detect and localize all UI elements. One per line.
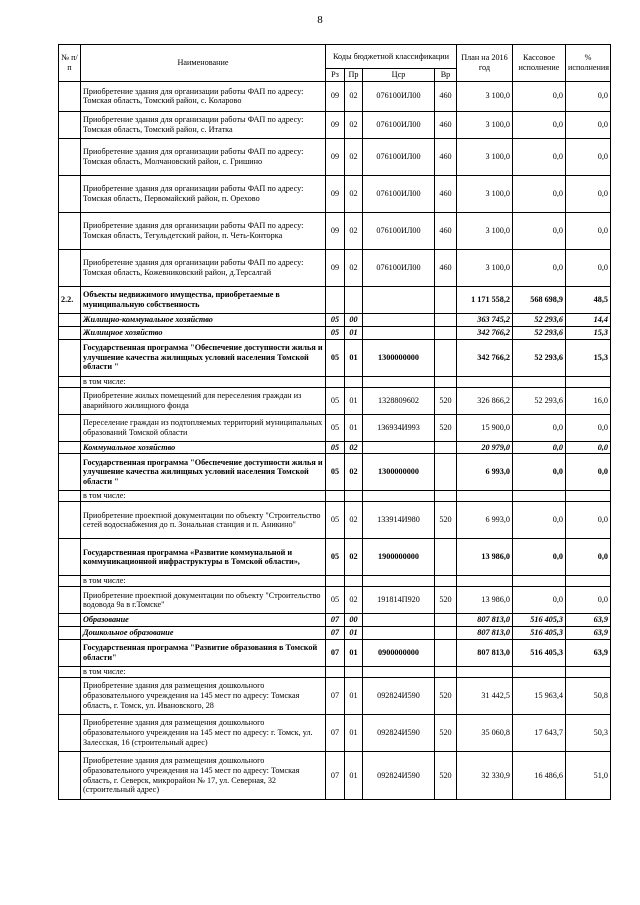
cell-num (59, 454, 81, 491)
cell-pr: 02 (345, 111, 363, 138)
cell-name: Объекты недвижимого имущества, приобретаемые в муниципальную собственность (81, 286, 326, 313)
cell-cash: 0,0 (513, 212, 566, 249)
table-row (59, 212, 611, 249)
cell-rz: 07 (326, 752, 345, 800)
cell-plan: 1 171 558,2 (457, 286, 513, 313)
cell-rz (326, 491, 345, 502)
cell-rz: 05 (326, 454, 345, 491)
cell-rz (326, 376, 345, 387)
cell-num (59, 111, 81, 138)
cell-pr: 02 (345, 441, 363, 454)
cell-cash: 16 486,6 (513, 752, 566, 800)
cell-num (59, 587, 81, 614)
cell-pct: 15,3 (566, 339, 611, 376)
cell-pr: 01 (345, 627, 363, 640)
cell-pr: 00 (345, 313, 363, 326)
cell-cash: 0,0 (513, 111, 566, 138)
cell-rz (326, 576, 345, 587)
cell-cash: 516 405,3 (513, 627, 566, 640)
col-cash-header: Кассовое исполнение (513, 45, 566, 82)
cell-pct: 63,9 (566, 627, 611, 640)
cell-csr (363, 376, 435, 387)
cell-pr (345, 286, 363, 313)
cell-vr: 520 (435, 715, 457, 752)
cell-plan (457, 667, 513, 678)
table-row (59, 576, 611, 587)
cell-plan: 326 866,2 (457, 387, 513, 414)
cell-csr: 1900000000 (363, 539, 435, 576)
cell-cash: 17 643,7 (513, 715, 566, 752)
cell-pct: 0,0 (566, 414, 611, 441)
cell-name: Приобретение здания для организации работы ФАП по адресу: Томская область, Томский район, с. Итатка (81, 111, 326, 138)
cell-pct: 0,0 (566, 587, 611, 614)
col-csr-header: Цср (363, 69, 435, 82)
cell-name: в том числе: (81, 667, 326, 678)
cell-cash: 0,0 (513, 441, 566, 454)
table-row (59, 111, 611, 138)
cell-csr: 191814П920 (363, 587, 435, 614)
cell-vr (435, 454, 457, 491)
table-row (59, 376, 611, 387)
cell-rz: 05 (326, 339, 345, 376)
budget-table (58, 44, 611, 800)
cell-rz: 05 (326, 539, 345, 576)
cell-num (59, 212, 81, 249)
cell-pct: 0,0 (566, 539, 611, 576)
cell-vr (435, 313, 457, 326)
cell-pct: 48,5 (566, 286, 611, 313)
cell-cash (513, 491, 566, 502)
cell-name: Коммунальное хозяйство (81, 441, 326, 454)
cell-csr: 076100ИЛ00 (363, 212, 435, 249)
cell-name: в том числе: (81, 576, 326, 587)
table-row (59, 313, 611, 326)
cell-cash: 0,0 (513, 539, 566, 576)
cell-csr: 0900000000 (363, 640, 435, 667)
cell-pr (345, 376, 363, 387)
cell-vr: 460 (435, 138, 457, 175)
cell-name: Государственная программа "Обеспечение доступности жилья и улучшение качества жилищных условий населения Томской области " (81, 454, 326, 491)
cell-csr (363, 286, 435, 313)
cell-rz: 05 (326, 326, 345, 339)
table-row (59, 491, 611, 502)
cell-name: Государственная программа "Обеспечение доступности жилья и улучшение качества жилищных условий населения Томской области " (81, 339, 326, 376)
cell-pct: 0,0 (566, 454, 611, 491)
cell-num (59, 387, 81, 414)
cell-rz: 07 (326, 627, 345, 640)
cell-csr (363, 614, 435, 627)
cell-num (59, 502, 81, 539)
cell-name: Жилищное хозяйство (81, 326, 326, 339)
cell-rz: 07 (326, 640, 345, 667)
cell-rz: 09 (326, 175, 345, 212)
cell-vr (435, 539, 457, 576)
cell-pr: 02 (345, 212, 363, 249)
cell-cash: 568 698,9 (513, 286, 566, 313)
cell-plan: 3 100,0 (457, 212, 513, 249)
page-number: 8 (317, 14, 323, 26)
cell-vr: 460 (435, 249, 457, 286)
cell-plan: 807 813,0 (457, 640, 513, 667)
cell-name: Приобретение жилых помещений для переселения граждан из аварийного жилищного фонда (81, 387, 326, 414)
cell-rz: 05 (326, 313, 345, 326)
cell-cash: 0,0 (513, 81, 566, 111)
table-row (59, 249, 611, 286)
cell-csr (363, 667, 435, 678)
cell-rz: 05 (326, 502, 345, 539)
cell-vr: 460 (435, 81, 457, 111)
cell-csr: 092824И590 (363, 678, 435, 715)
cell-rz: 05 (326, 441, 345, 454)
cell-vr: 520 (435, 587, 457, 614)
cell-rz: 05 (326, 587, 345, 614)
table-row (59, 326, 611, 339)
cell-pr: 01 (345, 414, 363, 441)
col-plan-header: План на 2016 год (457, 45, 513, 82)
cell-name: в том числе: (81, 376, 326, 387)
cell-vr: 520 (435, 387, 457, 414)
cell-vr: 460 (435, 175, 457, 212)
cell-cash: 0,0 (513, 175, 566, 212)
cell-pr: 01 (345, 339, 363, 376)
cell-plan: 13 986,0 (457, 587, 513, 614)
col-vr-header: Вр (435, 69, 457, 82)
cell-cash: 0,0 (513, 502, 566, 539)
cell-num (59, 81, 81, 111)
cell-pr: 02 (345, 454, 363, 491)
cell-plan (457, 576, 513, 587)
cell-cash: 0,0 (513, 454, 566, 491)
cell-name: Приобретение здания для организации работы ФАП по адресу: Томская область, Первомайский район, п. Орехово (81, 175, 326, 212)
col-num-header: № п/п (59, 45, 81, 82)
cell-pct: 50,3 (566, 715, 611, 752)
col-pct-header: % исполнения (566, 45, 611, 82)
cell-rz: 09 (326, 249, 345, 286)
cell-vr (435, 576, 457, 587)
table-row (59, 81, 611, 111)
cell-pr: 00 (345, 614, 363, 627)
cell-vr: 520 (435, 752, 457, 800)
cell-cash: 0,0 (513, 249, 566, 286)
table-row (59, 441, 611, 454)
cell-name: Дошкольное образование (81, 627, 326, 640)
cell-vr: 520 (435, 678, 457, 715)
cell-name: Приобретение проектной документации по объекту "Строительство водовода 9а в г.Томске" (81, 587, 326, 614)
table-row (59, 138, 611, 175)
table-row (59, 414, 611, 441)
cell-pr: 01 (345, 752, 363, 800)
cell-plan: 35 060,8 (457, 715, 513, 752)
cell-pct: 14,4 (566, 313, 611, 326)
cell-pr: 01 (345, 326, 363, 339)
cell-pr: 01 (345, 715, 363, 752)
cell-plan (457, 491, 513, 502)
cell-rz: 09 (326, 111, 345, 138)
cell-pr: 02 (345, 249, 363, 286)
cell-plan: 20 979,0 (457, 441, 513, 454)
cell-plan: 363 745,2 (457, 313, 513, 326)
cell-rz: 09 (326, 212, 345, 249)
cell-num (59, 175, 81, 212)
cell-name: Образование (81, 614, 326, 627)
cell-name: Приобретение здания для организации работы ФАП по адресу: Томская область, Молчановский район, с. Гришино (81, 138, 326, 175)
cell-vr (435, 326, 457, 339)
cell-plan: 807 813,0 (457, 627, 513, 640)
cell-name: Приобретение здания для размещения дошкольного образовательного учреждения на 145 мест по адресу: Томская область, г. Томск, ул. Ивановского, 28 (81, 678, 326, 715)
cell-name: в том числе: (81, 491, 326, 502)
cell-rz: 09 (326, 138, 345, 175)
cell-pct: 15,3 (566, 326, 611, 339)
cell-plan: 3 100,0 (457, 138, 513, 175)
cell-plan: 807 813,0 (457, 614, 513, 627)
cell-pct: 0,0 (566, 502, 611, 539)
cell-csr: 133914И980 (363, 502, 435, 539)
cell-num (59, 752, 81, 800)
table-row (59, 715, 611, 752)
cell-vr (435, 614, 457, 627)
cell-pct: 16,0 (566, 387, 611, 414)
cell-num (59, 667, 81, 678)
cell-num (59, 539, 81, 576)
table-row (59, 678, 611, 715)
cell-name: Приобретение здания для организации работы ФАП по адресу: Томская область, Томский район, с. Коларово (81, 81, 326, 111)
cell-cash: 52 293,6 (513, 387, 566, 414)
cell-name: Приобретение проектной документации по объекту "Строительство сетей водоснабжения до п. Зональная станция и п. Аникино" (81, 502, 326, 539)
table-row (59, 752, 611, 800)
cell-rz: 07 (326, 715, 345, 752)
cell-csr (363, 326, 435, 339)
cell-csr: 1300000000 (363, 339, 435, 376)
cell-csr: 092824И590 (363, 715, 435, 752)
cell-num (59, 414, 81, 441)
cell-vr (435, 376, 457, 387)
cell-name: Приобретение здания для организации работы ФАП по адресу: Томская область, Кожевниковский район, д.Терсалгай (81, 249, 326, 286)
cell-pct: 63,9 (566, 640, 611, 667)
cell-name: Жилищно-коммунальное хозяйство (81, 313, 326, 326)
cell-pct (566, 376, 611, 387)
table-row (59, 502, 611, 539)
cell-vr (435, 627, 457, 640)
cell-rz: 05 (326, 414, 345, 441)
cell-rz (326, 667, 345, 678)
table-body (59, 81, 611, 799)
cell-num (59, 627, 81, 640)
cell-name: Переселение граждан из подтопляемых территорий муниципальных образований Томской области (81, 414, 326, 441)
cell-rz: 09 (326, 81, 345, 111)
cell-num (59, 339, 81, 376)
cell-csr (363, 441, 435, 454)
cell-vr: 520 (435, 502, 457, 539)
cell-csr: 076100ИЛ00 (363, 138, 435, 175)
cell-vr (435, 286, 457, 313)
cell-plan: 13 986,0 (457, 539, 513, 576)
cell-pr (345, 491, 363, 502)
cell-pct: 0,0 (566, 81, 611, 111)
cell-pr: 01 (345, 678, 363, 715)
col-pr-header: Пр (345, 69, 363, 82)
cell-plan: 32 330,9 (457, 752, 513, 800)
cell-pct: 0,0 (566, 175, 611, 212)
cell-name: Государственная программа "Развитие образования в Томской области" (81, 640, 326, 667)
cell-rz: 07 (326, 614, 345, 627)
cell-csr (363, 491, 435, 502)
table-row (59, 539, 611, 576)
cell-plan: 3 100,0 (457, 175, 513, 212)
cell-cash: 0,0 (513, 414, 566, 441)
cell-plan: 31 442,5 (457, 678, 513, 715)
cell-num (59, 576, 81, 587)
cell-name: Приобретение здания для размещения дошкольного образовательного учреждения на 145 мест по адресу: г. Томск, ул. Залесская, 16 (строительный адрес) (81, 715, 326, 752)
cell-plan: 15 900,0 (457, 414, 513, 441)
cell-pr: 02 (345, 587, 363, 614)
table-row (59, 339, 611, 376)
cell-pct: 63,9 (566, 614, 611, 627)
table-row (59, 387, 611, 414)
cell-name: Приобретение здания для организации работы ФАП по адресу: Томская область, Тегульдетский район, п. Четь-Конторка (81, 212, 326, 249)
cell-plan: 3 100,0 (457, 249, 513, 286)
col-codes-header: Коды бюджетной классификации (326, 45, 457, 69)
cell-plan (457, 376, 513, 387)
cell-csr (363, 313, 435, 326)
cell-cash: 52 293,6 (513, 313, 566, 326)
cell-vr (435, 640, 457, 667)
table-row (59, 640, 611, 667)
cell-pr: 02 (345, 175, 363, 212)
cell-cash: 516 405,3 (513, 640, 566, 667)
cell-rz: 07 (326, 678, 345, 715)
cell-cash (513, 576, 566, 587)
cell-name: Приобретение здания для размещения дошкольного образовательного учреждения на 145 мест по адресу: Томская область, г. Северск, микрорайон № 17, ул. Северная, 32 (строительный адрес) (81, 752, 326, 800)
cell-cash: 52 293,6 (513, 339, 566, 376)
cell-pct: 0,0 (566, 111, 611, 138)
cell-num (59, 313, 81, 326)
cell-csr: 092824И590 (363, 752, 435, 800)
cell-num (59, 249, 81, 286)
cell-csr: 076100ИЛ00 (363, 81, 435, 111)
cell-num (59, 326, 81, 339)
cell-csr (363, 576, 435, 587)
cell-pct (566, 491, 611, 502)
cell-num: 2.2. (59, 286, 81, 313)
cell-cash: 52 293,6 (513, 326, 566, 339)
table-row (59, 454, 611, 491)
cell-pr (345, 576, 363, 587)
cell-num (59, 678, 81, 715)
cell-pct (566, 576, 611, 587)
cell-csr: 076100ИЛ00 (363, 175, 435, 212)
cell-cash (513, 376, 566, 387)
cell-plan: 6 993,0 (457, 454, 513, 491)
cell-num (59, 614, 81, 627)
cell-pr: 02 (345, 138, 363, 175)
cell-rz: 05 (326, 387, 345, 414)
cell-csr: 076100ИЛ00 (363, 111, 435, 138)
cell-num (59, 441, 81, 454)
cell-cash: 0,0 (513, 138, 566, 175)
cell-num (59, 376, 81, 387)
cell-csr: 076100ИЛ00 (363, 249, 435, 286)
cell-cash: 0,0 (513, 587, 566, 614)
table-row (59, 587, 611, 614)
cell-plan: 342 766,2 (457, 326, 513, 339)
cell-plan: 342 766,2 (457, 339, 513, 376)
cell-pr (345, 667, 363, 678)
cell-plan: 3 100,0 (457, 111, 513, 138)
cell-vr: 460 (435, 111, 457, 138)
cell-vr (435, 491, 457, 502)
cell-vr: 460 (435, 212, 457, 249)
cell-pct: 0,0 (566, 138, 611, 175)
cell-plan: 6 993,0 (457, 502, 513, 539)
cell-csr: 1328809602 (363, 387, 435, 414)
cell-num (59, 491, 81, 502)
cell-csr: 1300000000 (363, 454, 435, 491)
cell-num (59, 640, 81, 667)
cell-csr: 136934И993 (363, 414, 435, 441)
table-row (59, 614, 611, 627)
col-name-header: Наименование (81, 45, 326, 82)
cell-pct: 50,8 (566, 678, 611, 715)
cell-cash (513, 667, 566, 678)
cell-csr (363, 627, 435, 640)
cell-rz (326, 286, 345, 313)
table-row (59, 627, 611, 640)
table-row (59, 286, 611, 313)
cell-cash: 516 405,3 (513, 614, 566, 627)
cell-plan: 3 100,0 (457, 81, 513, 111)
cell-vr (435, 339, 457, 376)
cell-vr (435, 441, 457, 454)
col-rz-header: Рз (326, 69, 345, 82)
cell-pr: 02 (345, 539, 363, 576)
cell-num (59, 138, 81, 175)
table-row (59, 175, 611, 212)
cell-pct: 0,0 (566, 212, 611, 249)
cell-cash: 15 963,4 (513, 678, 566, 715)
cell-pr: 02 (345, 81, 363, 111)
cell-pct: 51,0 (566, 752, 611, 800)
cell-vr (435, 667, 457, 678)
cell-pct: 0,0 (566, 441, 611, 454)
table-row (59, 667, 611, 678)
cell-vr: 520 (435, 414, 457, 441)
cell-pct: 0,0 (566, 249, 611, 286)
cell-name: Государственная программа «Развитие коммунальной и коммуникационной инфраструктуры в Томской области», (81, 539, 326, 576)
cell-pct (566, 667, 611, 678)
cell-pr: 02 (345, 502, 363, 539)
cell-pr: 01 (345, 640, 363, 667)
cell-num (59, 715, 81, 752)
cell-pr: 01 (345, 387, 363, 414)
